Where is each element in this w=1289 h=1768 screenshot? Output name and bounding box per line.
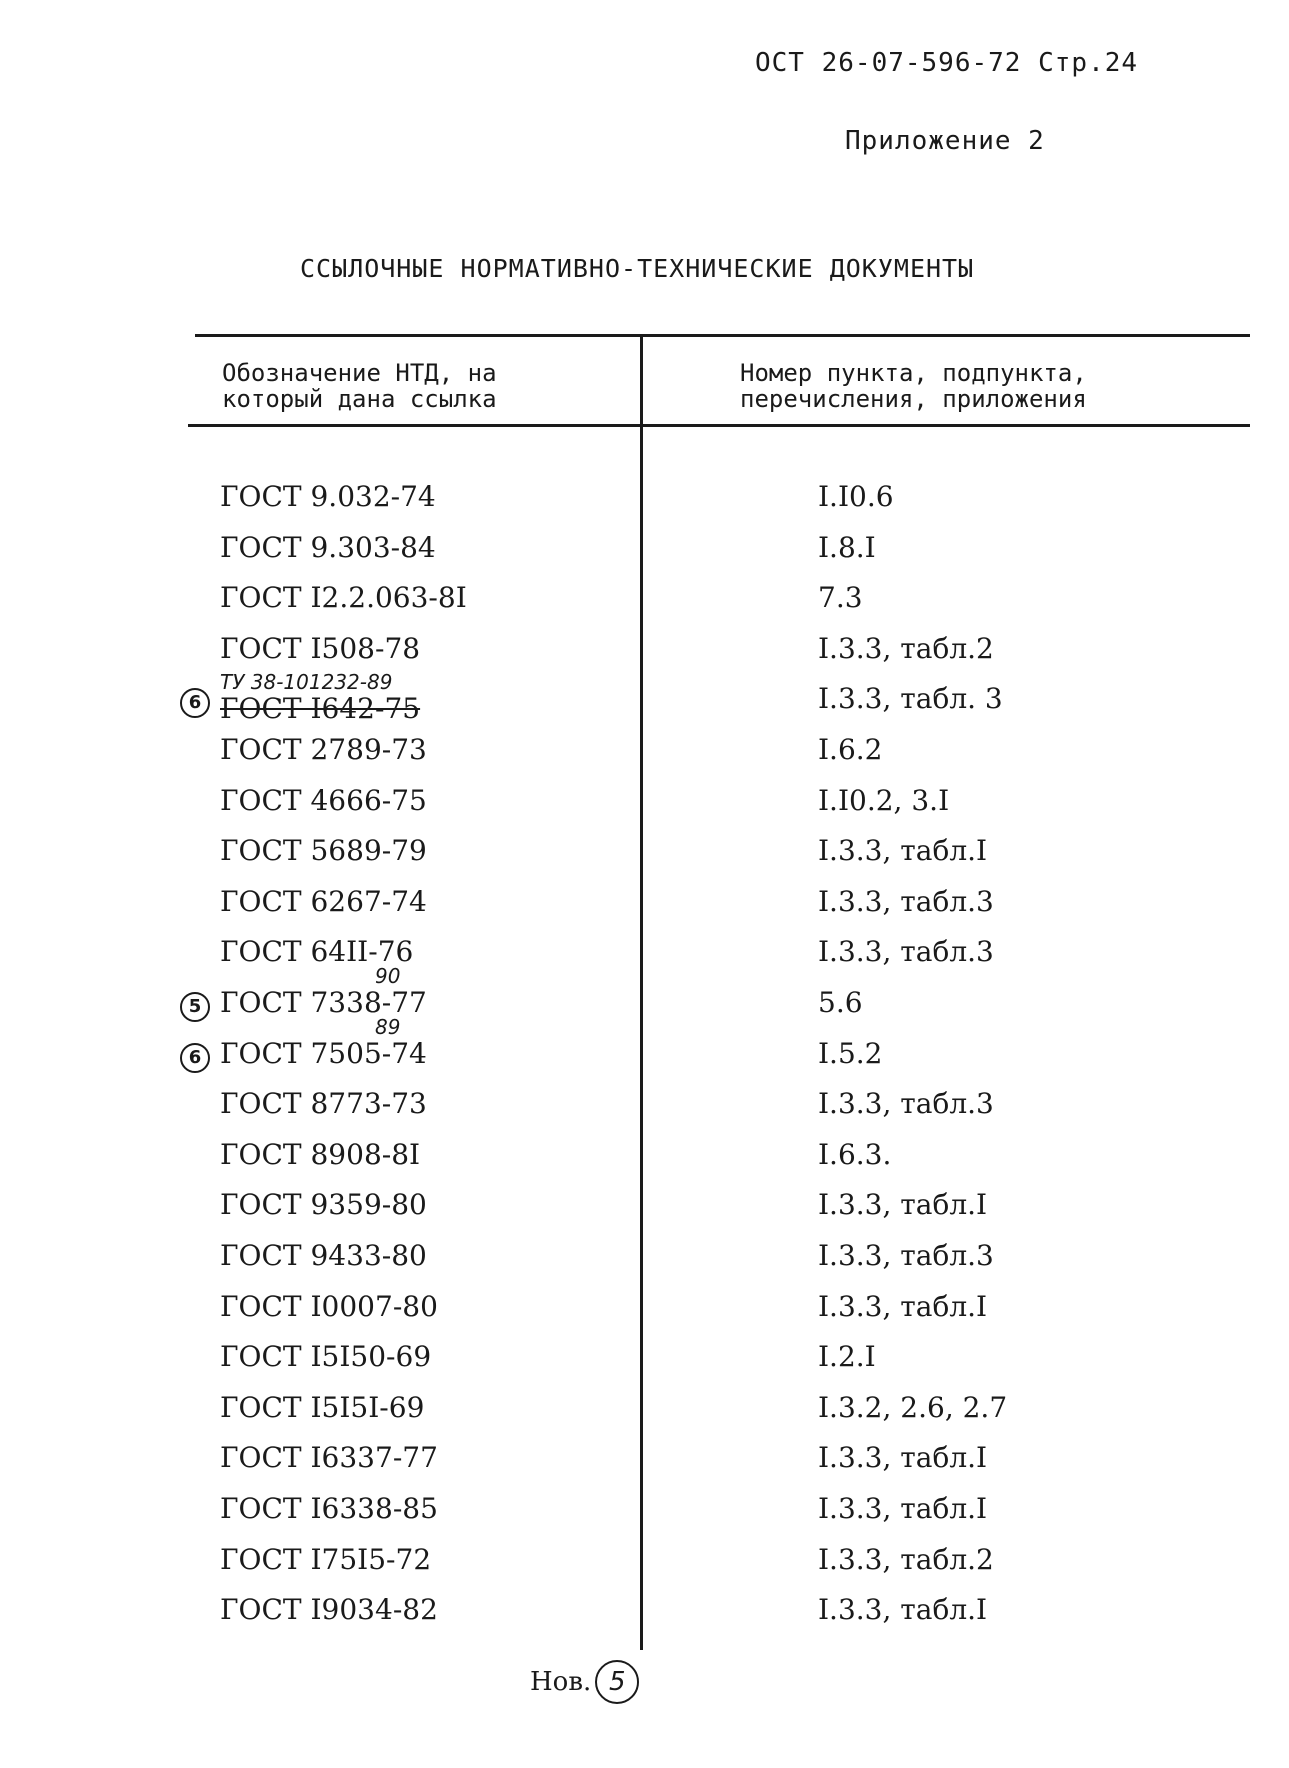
table-row (0, 1188, 1289, 1238)
clause-cell: I.8.I (818, 530, 876, 564)
column-header-reference-line2: который дана ссылка (222, 385, 497, 413)
clause-cell: I.3.3, табл.I (818, 1188, 988, 1222)
clause-cell: 5.6 (818, 986, 863, 1019)
table-row (0, 1290, 1289, 1340)
handwritten-correction: ТУ 38-101232-89 (220, 670, 393, 695)
table-row (0, 1014, 1289, 1087)
handwritten-correction: 90 (375, 964, 401, 988)
clause-cell: I.3.3, табл.2 (818, 1542, 994, 1576)
reference-cell: ГОСТ I6338-85 (220, 1492, 438, 1525)
clause-cell: I.3.3, табл.3 (818, 1087, 994, 1121)
handwritten-correction: 89 (375, 1014, 401, 1039)
clause-cell: I.2.I (818, 1340, 876, 1374)
reference-cell: ГОСТ I508-78 (220, 631, 421, 665)
reference-cell: ГОСТ 4666-75 (220, 783, 427, 817)
reference-cell: ГОСТ 5689-79 (220, 834, 427, 868)
column-header-reference (222, 360, 497, 412)
table-row (0, 581, 1289, 631)
clause-cell: I.6.3. (818, 1137, 892, 1171)
reference-cell: ГОСТ 6267-74 (220, 884, 427, 918)
column-header-reference-line1: Обозначение НТД, на (222, 359, 497, 387)
clause-cell: I.3.3, табл.3 (818, 884, 994, 918)
table-top-rule (195, 334, 1250, 337)
document-code: ОСТ 26-07-596-72 Стр.24 (755, 48, 1139, 78)
amendment-mark-icon: 5 (180, 992, 210, 1022)
table-row (0, 1087, 1289, 1137)
reference-cell: ГОСТ I642-75 (220, 692, 421, 726)
column-header-clause-line1: Номер пункта, подпункта, (740, 359, 1087, 387)
clause-cell: I.3.3, табл.I (818, 1492, 988, 1525)
table-header-rule (188, 424, 1250, 427)
clause-cell: I.3.3, табл.I (818, 1441, 988, 1475)
table-row (0, 1391, 1289, 1441)
table-row (0, 834, 1289, 884)
reference-cell: ГОСТ 8773-73 (220, 1087, 427, 1121)
clause-cell: I.3.3, табл. 3 (818, 682, 1003, 716)
clause-cell: I.3.3, табл.I (818, 1289, 988, 1323)
reference-cell: ГОСТ I2.2.063-8I (220, 581, 467, 615)
amendment-mark-icon: 6 (180, 1043, 210, 1073)
table-row (0, 964, 1289, 1036)
reference-cell: ГОСТ 8908-8I (220, 1137, 421, 1171)
table-row (0, 935, 1289, 985)
clause-cell: I.5.2 (818, 1036, 883, 1070)
table-row (0, 733, 1289, 783)
table-row (0, 1239, 1289, 1289)
reference-cell: ГОСТ 7505-74 (220, 1036, 427, 1070)
clause-cell: I.3.3, табл.3 (818, 1239, 994, 1272)
table-row (0, 670, 1289, 732)
reference-cell: ГОСТ I9034-82 (220, 1593, 438, 1627)
clause-cell: I.I0.6 (818, 480, 894, 513)
table-row (0, 632, 1289, 682)
table-row (0, 1340, 1289, 1390)
page-title: ССЫЛОЧНЫЕ НОРМАТИВНО-ТЕХНИЧЕСКИЕ ДОКУМЕНТЫ (300, 254, 975, 283)
reference-cell: ГОСТ 9.032-74 (220, 480, 436, 513)
column-header-clause-line2: перечисления, приложения (740, 385, 1087, 413)
footer-label: Нов. (530, 1667, 592, 1697)
clause-cell: I.3.3, табл.I (818, 834, 988, 868)
reference-cell: ГОСТ 2789-73 (220, 733, 427, 766)
clause-cell: I.3.3, табл.3 (818, 935, 994, 969)
table-row (0, 1593, 1289, 1643)
table-row (0, 885, 1289, 935)
table-row (0, 784, 1289, 834)
reference-cell: ГОСТ 64II-76 (220, 935, 414, 969)
reference-cell: ГОСТ I75I5-72 (220, 1542, 432, 1576)
reference-cell: ГОСТ 7338-77 (220, 986, 427, 1019)
clause-cell: I.3.3, табл.2 (818, 631, 994, 665)
table-row (0, 1543, 1289, 1593)
table-row (0, 531, 1289, 581)
clause-cell: I.3.3, табл.I (818, 1593, 988, 1627)
clause-cell: I.3.2, 2.6, 2.7 (818, 1390, 1008, 1424)
column-header-clause (740, 360, 1087, 412)
table-row (0, 1492, 1289, 1542)
footer-revision (530, 1660, 639, 1704)
clause-cell: I.6.2 (818, 733, 883, 766)
reference-cell: ГОСТ I6337-77 (220, 1441, 438, 1475)
appendix-label: Приложение 2 (845, 126, 1045, 156)
clause-cell: 7.3 (818, 581, 863, 615)
table-row (0, 480, 1289, 530)
amendment-mark-icon: 6 (180, 688, 210, 718)
reference-cell: ГОСТ I0007-80 (220, 1289, 438, 1323)
reference-cell: ГОСТ I5I50-69 (220, 1340, 432, 1374)
reference-cell: ГОСТ 9.303-84 (220, 530, 436, 564)
reference-cell: ГОСТ I5I5I-69 (220, 1390, 425, 1424)
clause-cell: I.I0.2, 3.I (818, 783, 950, 817)
table-row (0, 1441, 1289, 1491)
revision-circle-icon: 5 (595, 1660, 639, 1704)
table-row (0, 1138, 1289, 1188)
reference-cell: ГОСТ 9433-80 (220, 1239, 427, 1272)
reference-cell: ГОСТ 9359-80 (220, 1188, 427, 1222)
